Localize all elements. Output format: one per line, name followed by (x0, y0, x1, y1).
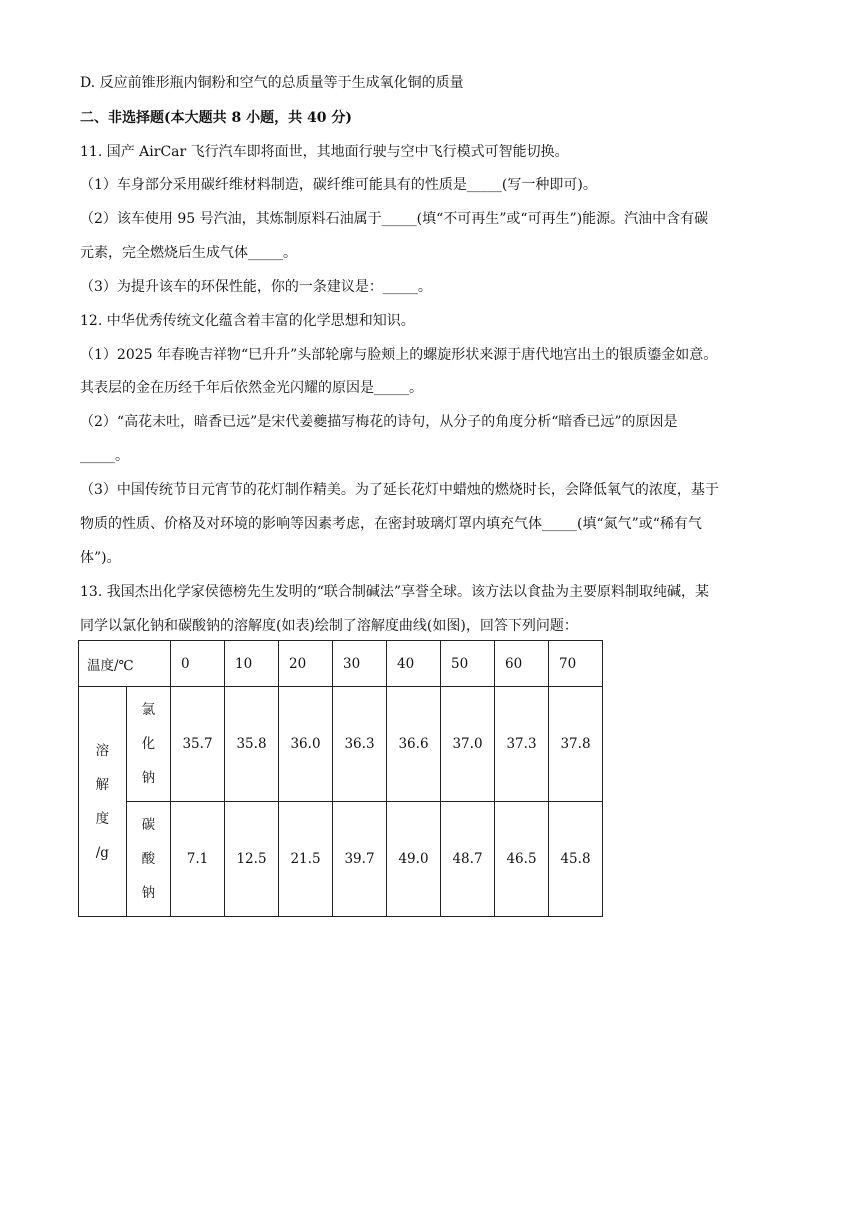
sodium-chloride-label (126, 687, 170, 802)
question-11-part-3: （3）为提升该车的环保性能，你的一条建议是：_____。 (80, 279, 432, 295)
solubility-value: 36.6 (387, 687, 441, 802)
group-label-char: /g (95, 844, 109, 861)
question-12-part-2: （2）“高花未吐，暗香已远”是宋代姜夔描写梅花的诗句，从分子的角度分析“暗香已远”的原因是 (80, 414, 678, 430)
row-label-char: 酸 (141, 851, 156, 867)
temperature-cell: 0 (171, 641, 225, 687)
temperature-cell: 50 (441, 641, 495, 687)
question-13-stem: 13. 我国杰出化学家侯德榜先生发明的“联合制碱法”享誉全球。该方法以食盐为主要原料制取纯碱，某 (80, 584, 710, 600)
question-12-part-1-cont: 其表层的金在历经千年后依然金光闪耀的原因是_____。 (80, 380, 423, 396)
section-heading: 二、非选择题(本大题共 8 小题，共 40 分) (80, 110, 352, 126)
table-row-sodium-carbonate (79, 802, 603, 917)
question-12-part-3: （3）中国传统节日元宵节的花灯制作精美。为了延长花灯中蜡烛的燃烧时长，会降低氧气的浓度，基于 (80, 482, 719, 498)
row-label-char: 氯 (141, 702, 156, 718)
solubility-value: 7.1 (171, 802, 225, 917)
solubility-group-label (79, 687, 127, 917)
solubility-value: 49.0 (387, 802, 441, 917)
solubility-value: 21.5 (279, 802, 333, 917)
temperature-cell: 20 (279, 641, 333, 687)
row-label-char: 化 (141, 736, 156, 752)
row-label-char: 钠 (141, 770, 156, 786)
sodium-carbonate-label (126, 802, 170, 917)
temperature-cell: 30 (333, 641, 387, 687)
solubility-value: 48.7 (441, 802, 495, 917)
question-13-stem-cont: 同学以氯化钠和碳酸钠的溶解度(如表)绘制了溶解度曲线(如图)，回答下列问题： (80, 618, 578, 634)
solubility-value: 45.8 (549, 802, 603, 917)
question-12-part-1: （1）2025 年春晚吉祥物“巳升升”头部轮廓与脸颊上的螺旋形状来源于唐代地宫出土的银质鎏金如意。 (80, 347, 718, 363)
solubility-value: 35.7 (171, 687, 225, 802)
temperature-cell: 70 (549, 641, 603, 687)
group-label-char: 溶 (95, 742, 110, 759)
table-row-sodium-chloride (79, 687, 603, 802)
solubility-value: 35.8 (225, 687, 279, 802)
temperature-cell: 40 (387, 641, 441, 687)
question-12-part-2-cont: _____。 (80, 448, 129, 464)
solubility-value: 37.8 (549, 687, 603, 802)
question-11-part-2: （2）该车使用 95 号汽油，其炼制原料石油属于_____(填“不可再生”或“可再生”)能源。汽油中含有碳 (80, 211, 709, 227)
solubility-value: 36.0 (279, 687, 333, 802)
solubility-value: 37.3 (495, 687, 549, 802)
question-12-part-3-cont: 物质的性质、价格及对环境的影响等因素考虑，在密封玻璃灯罩内填充气体_____(填“氮气”或“稀有气 (80, 516, 702, 532)
solubility-value: 37.0 (441, 687, 495, 802)
group-label-char: 解 (95, 776, 110, 793)
row-label-char: 钠 (141, 885, 156, 901)
question-12-stem: 12. 中华优秀传统文化蕴含着丰富的化学思想和知识。 (80, 313, 415, 329)
temperature-cell: 60 (495, 641, 549, 687)
question-11-stem: 11. 国产 AirCar 飞行汽车即将面世，其地面行驶与空中飞行模式可智能切换。 (80, 144, 569, 160)
solubility-value: 39.7 (333, 802, 387, 917)
question-11-part-2-cont: 元素，完全燃烧后生成气体_____。 (80, 245, 297, 261)
solubility-value: 46.5 (495, 802, 549, 917)
option-d-text: D. 反应前锥形瓶内铜粉和空气的总质量等于生成氧化铜的质量 (80, 75, 464, 91)
row-label-char: 碳 (141, 817, 156, 833)
question-11-part-1: （1）车身部分采用碳纤维材料制造，碳纤维可能具有的性质是_____(写一种即可)。 (80, 177, 597, 193)
group-label-char: 度 (95, 810, 110, 827)
question-12-part-3-end: 体”)。 (80, 550, 121, 566)
temperature-header: 温度/℃ (79, 641, 171, 687)
temperature-cell: 10 (225, 641, 279, 687)
solubility-table (78, 640, 603, 917)
solubility-value: 12.5 (225, 802, 279, 917)
table-header-row (79, 641, 603, 687)
solubility-value: 36.3 (333, 687, 387, 802)
